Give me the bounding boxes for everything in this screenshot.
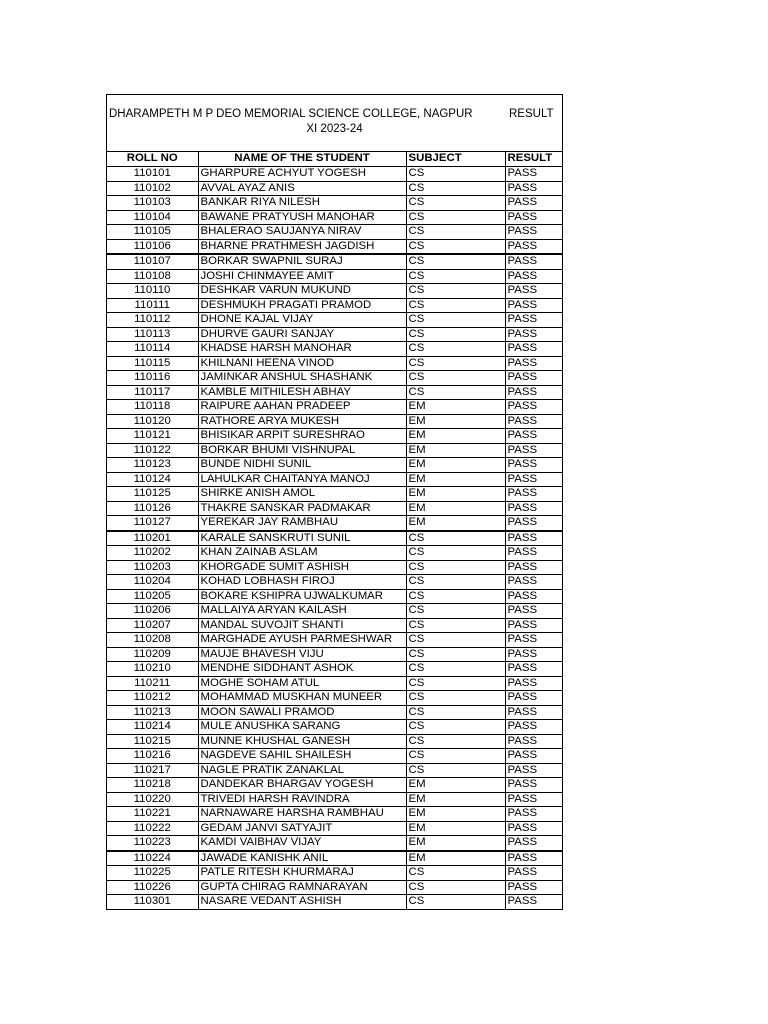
result-label: RESULT <box>509 108 554 120</box>
subject-cell: EM <box>406 821 505 836</box>
subject-cell: EM <box>406 458 505 473</box>
result-cell: PASS <box>505 458 562 473</box>
subject-cell: EM <box>406 400 505 415</box>
student-name-cell: MULE ANUSHKA SARANG <box>198 720 406 735</box>
roll-no-cell: 110222 <box>107 821 198 836</box>
subject-cell: CS <box>406 371 505 386</box>
student-name-cell: KAMDI VAIBHAV VIJAY <box>198 836 406 851</box>
col-header-roll-no: ROLL NO <box>107 152 198 167</box>
student-name-cell: BANKAR RIYA NILESH <box>198 196 406 211</box>
student-name-cell: THAKRE SANSKAR PADMAKAR <box>198 501 406 516</box>
student-name-cell: KHILNANI HEENA VINOD <box>198 356 406 371</box>
subject-cell: CS <box>406 342 505 357</box>
subject-cell: CS <box>406 356 505 371</box>
student-name-cell: DESHMUKH PRAGATI PRAMOD <box>198 298 406 313</box>
table-row <box>107 385 562 400</box>
table-row <box>107 705 562 720</box>
result-cell: PASS <box>505 239 562 254</box>
result-cell: PASS <box>505 313 562 328</box>
subject-cell: EM <box>406 807 505 822</box>
roll-no-cell: 110111 <box>107 298 198 313</box>
roll-no-cell: 110124 <box>107 472 198 487</box>
student-name-cell: BHARNE PRATHMESH JAGDISH <box>198 239 406 254</box>
result-cell: PASS <box>505 298 562 313</box>
result-cell: PASS <box>505 662 562 677</box>
table-row <box>107 342 562 357</box>
student-name-cell: RATHORE ARYA MUKESH <box>198 414 406 429</box>
roll-no-cell: 110220 <box>107 792 198 807</box>
student-name-cell: DANDEKAR BHARGAV YOGESH <box>198 778 406 793</box>
subject-cell: CS <box>406 531 505 546</box>
table-row <box>107 239 562 254</box>
student-name-cell: BAWANE PRATYUSH MANOHAR <box>198 210 406 225</box>
student-name-cell: DHONE KAJAL VIJAY <box>198 313 406 328</box>
result-cell: PASS <box>505 647 562 662</box>
result-cell: PASS <box>505 705 562 720</box>
student-name-cell: NAGLE PRATIK ZANAKLAL <box>198 763 406 778</box>
subject-cell: EM <box>406 443 505 458</box>
student-name-cell: JAMINKAR ANSHUL SHASHANK <box>198 371 406 386</box>
roll-no-cell: 110108 <box>107 269 198 284</box>
table-row <box>107 414 562 429</box>
table-row <box>107 720 562 735</box>
roll-no-cell: 110301 <box>133 895 171 907</box>
table-row <box>107 575 562 590</box>
result-cell: PASS <box>505 763 562 778</box>
table-row <box>107 836 562 851</box>
roll-no-cell: 110123 <box>107 458 198 473</box>
student-name-cell: AVVAL AYAZ ANIS <box>198 181 406 196</box>
subject-cell: CS <box>406 662 505 677</box>
subject-cell: CS <box>406 225 505 240</box>
subject-cell: CS <box>406 575 505 590</box>
student-name-cell: GEDAM JANVI SATYAJIT <box>198 821 406 836</box>
student-name-cell: NAGDEVE SAHIL SHAILESH <box>198 749 406 764</box>
result-cell: PASS <box>505 371 562 386</box>
table-row <box>107 516 562 531</box>
student-name-cell: YEREKAR JAY RAMBHAU <box>198 516 406 531</box>
student-name-cell: MUNNE KHUSHAL GANESH <box>198 734 406 749</box>
subject-cell: CS <box>406 298 505 313</box>
subject-cell: CS <box>406 313 505 328</box>
table-row <box>107 254 562 269</box>
table-row <box>107 356 562 371</box>
student-name-cell: BORKAR BHUMI VISHNUPAL <box>198 443 406 458</box>
subject-cell: CS <box>406 676 505 691</box>
table-row <box>107 371 562 386</box>
roll-no-cell: 110201 <box>107 531 198 546</box>
table-row <box>107 458 562 473</box>
roll-no-cell: 110206 <box>107 604 198 619</box>
table-row <box>107 633 562 648</box>
student-name-cell: NARNAWARE HARSHA RAMBHAU <box>198 807 406 822</box>
table-row <box>107 546 562 561</box>
result-cell: PASS <box>505 691 562 706</box>
sheet-header <box>107 95 562 152</box>
subject-cell: CS <box>406 749 505 764</box>
result-cell: PASS <box>505 210 562 225</box>
roll-no-cell: 110210 <box>107 662 198 677</box>
roll-no-cell: 110104 <box>107 210 198 225</box>
table-row <box>107 210 562 225</box>
result-cell: PASS <box>505 342 562 357</box>
result-cell: PASS <box>505 472 562 487</box>
class-year: XI 2023-24 <box>306 123 363 135</box>
table-row <box>107 400 562 415</box>
student-name-cell: DHURVE GAURI SANJAY <box>198 327 406 342</box>
result-cell: PASS <box>505 895 562 909</box>
table-row <box>107 560 562 575</box>
result-cell: PASS <box>505 181 562 196</box>
student-name-cell: MOON SAWALI PRAMOD <box>198 705 406 720</box>
table-row <box>107 589 562 604</box>
roll-no-cell: 110117 <box>107 385 198 400</box>
results-table <box>107 152 562 909</box>
table-row <box>107 618 562 633</box>
result-cell: PASS <box>505 821 562 836</box>
student-name-cell: MARGHADE AYUSH PARMESHWAR <box>198 633 406 648</box>
roll-no-cell: 110214 <box>107 720 198 735</box>
table-row <box>107 880 562 895</box>
roll-no-cell: 110213 <box>107 705 198 720</box>
student-name-cell: SHIRKE ANISH AMOL <box>198 487 406 502</box>
table-row <box>107 298 562 313</box>
result-cell: PASS <box>505 284 562 299</box>
subject-cell: CS <box>406 546 505 561</box>
subject-cell: CS <box>406 181 505 196</box>
table-row <box>107 501 562 516</box>
table-row <box>107 749 562 764</box>
subject-cell: CS <box>406 720 505 735</box>
result-cell: PASS <box>505 604 562 619</box>
subject-cell: CS <box>406 633 505 648</box>
result-cell: PASS <box>505 516 562 531</box>
subject-cell: CS <box>406 560 505 575</box>
roll-no-cell: 110107 <box>107 254 198 269</box>
student-name-cell: NASARE VEDANT ASHISH <box>198 895 406 909</box>
roll-no-cell: 110209 <box>107 647 198 662</box>
subject-cell: CS <box>406 734 505 749</box>
result-cell: PASS <box>505 546 562 561</box>
student-name-cell: MAUJE BHAVESH VIJU <box>198 647 406 662</box>
table-row <box>107 895 562 909</box>
roll-no-cell: 110101 <box>107 167 198 182</box>
table-row <box>107 167 562 182</box>
table-row <box>107 792 562 807</box>
result-cell: PASS <box>505 851 562 866</box>
student-name-cell: KARALE SANSKRUTI SUNIL <box>198 531 406 546</box>
table-row <box>107 284 562 299</box>
student-name-cell: PATLE RITESH KHURMARAJ <box>198 866 406 881</box>
result-cell: PASS <box>505 633 562 648</box>
subject-cell: CS <box>406 239 505 254</box>
table-row <box>107 807 562 822</box>
student-name-cell: MOHAMMAD MUSKHAN MUNEER <box>198 691 406 706</box>
subject-cell: CS <box>406 618 505 633</box>
student-name-cell: KAMBLE MITHILESH ABHAY <box>198 385 406 400</box>
roll-no-cell: 110218 <box>107 778 198 793</box>
subject-cell: CS <box>406 254 505 269</box>
college-name: DHARAMPETH M P DEO MEMORIAL SCIENCE COLLEGE, NAGPUR <box>109 108 473 120</box>
roll-no-cell: 110205 <box>107 589 198 604</box>
student-name-cell: MOGHE SOHAM ATUL <box>198 676 406 691</box>
result-cell: PASS <box>505 356 562 371</box>
subject-cell: EM <box>406 516 505 531</box>
subject-cell: EM <box>406 429 505 444</box>
student-name-cell: MENDHE SIDDHANT ASHOK <box>198 662 406 677</box>
roll-no-cell: 110115 <box>107 356 198 371</box>
col-header-result: RESULT <box>505 152 562 167</box>
table-row <box>107 327 562 342</box>
result-cell: PASS <box>505 501 562 516</box>
subject-cell: EM <box>406 487 505 502</box>
result-cell: PASS <box>505 836 562 851</box>
student-name-cell: BOKARE KSHIPRA UJWALKUMAR <box>198 589 406 604</box>
student-name-cell: KOHAD LOBHASH FIROJ <box>198 575 406 590</box>
table-row <box>107 472 562 487</box>
subject-cell: EM <box>406 778 505 793</box>
table-row <box>107 734 562 749</box>
result-cell: PASS <box>505 880 562 895</box>
result-cell: PASS <box>505 196 562 211</box>
student-name-cell: TRIVEDI HARSH RAVINDRA <box>198 792 406 807</box>
result-cell: PASS <box>505 225 562 240</box>
student-name-cell: BORKAR SWAPNIL SURAJ <box>198 254 406 269</box>
table-row <box>107 487 562 502</box>
roll-no-cell: 110114 <box>107 342 198 357</box>
result-cell: PASS <box>505 327 562 342</box>
roll-no-cell: 110127 <box>107 516 198 531</box>
student-name-cell: KHADSE HARSH MANOHAR <box>198 342 406 357</box>
roll-no-cell: 110112 <box>107 313 198 328</box>
result-cell: PASS <box>505 575 562 590</box>
roll-no-cell: 110207 <box>107 618 198 633</box>
subject-cell: CS <box>406 196 505 211</box>
roll-no-cell: 110102 <box>107 181 198 196</box>
roll-no-cell: 110106 <box>107 239 198 254</box>
student-name-cell: JOSHI CHINMAYEE AMIT <box>198 269 406 284</box>
result-cell: PASS <box>505 531 562 546</box>
result-cell: PASS <box>505 676 562 691</box>
table-row <box>107 196 562 211</box>
table-row <box>107 313 562 328</box>
roll-no-cell: 110215 <box>107 734 198 749</box>
subject-cell: EM <box>406 472 505 487</box>
result-cell: PASS <box>505 866 562 881</box>
result-cell: PASS <box>505 429 562 444</box>
student-name-cell: BHISIKAR ARPIT SURESHRAO <box>198 429 406 444</box>
table-row <box>107 851 562 866</box>
roll-no-cell: 110110 <box>107 284 198 299</box>
subject-cell: CS <box>406 385 505 400</box>
table-row <box>107 866 562 881</box>
roll-no-cell: 110212 <box>107 691 198 706</box>
result-cell: PASS <box>505 749 562 764</box>
result-cell: PASS <box>505 400 562 415</box>
roll-no-cell: 110216 <box>107 749 198 764</box>
roll-no-cell: 110103 <box>107 196 198 211</box>
result-cell: PASS <box>505 618 562 633</box>
roll-no-cell: 110126 <box>107 501 198 516</box>
col-header-subject: SUBJECT <box>406 152 505 167</box>
table-row <box>107 604 562 619</box>
table-row <box>107 676 562 691</box>
roll-no-cell: 110225 <box>107 866 198 881</box>
result-cell: PASS <box>505 443 562 458</box>
roll-no-cell: 110121 <box>107 429 198 444</box>
roll-no-cell: 110203 <box>107 560 198 575</box>
subject-cell: CS <box>406 895 505 909</box>
student-name-cell: LAHULKAR CHAITANYA MANOJ <box>198 472 406 487</box>
table-row <box>107 821 562 836</box>
subject-cell: CS <box>406 604 505 619</box>
roll-no-cell: 110118 <box>107 400 198 415</box>
roll-no-cell: 110113 <box>107 327 198 342</box>
subject-cell: EM <box>406 851 505 866</box>
student-name-cell: RAIPURE AAHAN PRADEEP <box>198 400 406 415</box>
subject-cell: CS <box>406 705 505 720</box>
result-cell: PASS <box>505 560 562 575</box>
col-header-name: NAME OF THE STUDENT <box>198 152 406 167</box>
roll-no-cell: 110105 <box>107 225 198 240</box>
student-name-cell: MANDAL SUVOJIT SHANTI <box>198 618 406 633</box>
student-name-cell: BUNDE NIDHI SUNIL <box>198 458 406 473</box>
table-row <box>107 778 562 793</box>
table-row <box>107 269 562 284</box>
roll-no-cell: 110226 <box>107 880 198 895</box>
result-cell: PASS <box>505 167 562 182</box>
subject-cell: CS <box>406 284 505 299</box>
table-row <box>107 181 562 196</box>
table-row <box>107 647 562 662</box>
roll-no-cell: 110204 <box>107 575 198 590</box>
result-cell: PASS <box>505 487 562 502</box>
roll-no-cell: 110224 <box>107 851 198 866</box>
subject-cell: CS <box>406 763 505 778</box>
subject-cell: EM <box>406 792 505 807</box>
result-cell: PASS <box>505 269 562 284</box>
table-row <box>107 429 562 444</box>
subject-cell: CS <box>406 589 505 604</box>
subject-cell: CS <box>406 327 505 342</box>
result-cell: PASS <box>505 734 562 749</box>
subject-cell: EM <box>406 501 505 516</box>
student-name-cell: JAWADE KANISHK ANIL <box>198 851 406 866</box>
roll-no-cell: 110202 <box>107 546 198 561</box>
subject-cell: EM <box>406 414 505 429</box>
roll-no-cell: 110116 <box>107 371 198 386</box>
subject-cell: CS <box>406 691 505 706</box>
result-cell: PASS <box>505 778 562 793</box>
subject-cell: CS <box>406 210 505 225</box>
subject-cell: CS <box>406 880 505 895</box>
subject-cell: CS <box>406 647 505 662</box>
roll-no-cell: 110122 <box>107 443 198 458</box>
table-row <box>107 662 562 677</box>
student-name-cell: DESHKAR VARUN MUKUND <box>198 284 406 299</box>
table-row <box>107 691 562 706</box>
result-cell: PASS <box>505 807 562 822</box>
roll-no-cell: 110217 <box>107 763 198 778</box>
result-sheet <box>106 94 563 910</box>
table-header-row <box>107 152 562 167</box>
student-name-cell: GHARPURE ACHYUT YOGESH <box>198 167 406 182</box>
result-cell: PASS <box>505 254 562 269</box>
roll-no-cell: 110211 <box>107 676 198 691</box>
student-name-cell: GUPTA CHIRAG RAMNARAYAN <box>198 880 406 895</box>
table-row <box>107 225 562 240</box>
subject-cell: CS <box>406 866 505 881</box>
result-cell: PASS <box>505 385 562 400</box>
roll-no-cell: 110223 <box>107 836 198 851</box>
roll-no-cell: 110125 <box>107 487 198 502</box>
roll-no-cell: 110120 <box>107 414 198 429</box>
table-row <box>107 763 562 778</box>
subject-cell: CS <box>406 269 505 284</box>
roll-no-cell: 110208 <box>107 633 198 648</box>
result-cell: PASS <box>505 414 562 429</box>
roll-no-cell: 110221 <box>107 807 198 822</box>
student-name-cell: KHAN ZAINAB ASLAM <box>198 546 406 561</box>
student-name-cell: MALLAIYA ARYAN KAILASH <box>198 604 406 619</box>
subject-cell: CS <box>406 167 505 182</box>
table-row <box>107 443 562 458</box>
student-name-cell: KHORGADE SUMIT ASHISH <box>198 560 406 575</box>
table-row <box>107 531 562 546</box>
result-cell: PASS <box>505 720 562 735</box>
result-cell: PASS <box>505 589 562 604</box>
subject-cell: EM <box>406 836 505 851</box>
student-name-cell: BHALERAO SAUJANYA NIRAV <box>198 225 406 240</box>
result-cell: PASS <box>505 792 562 807</box>
